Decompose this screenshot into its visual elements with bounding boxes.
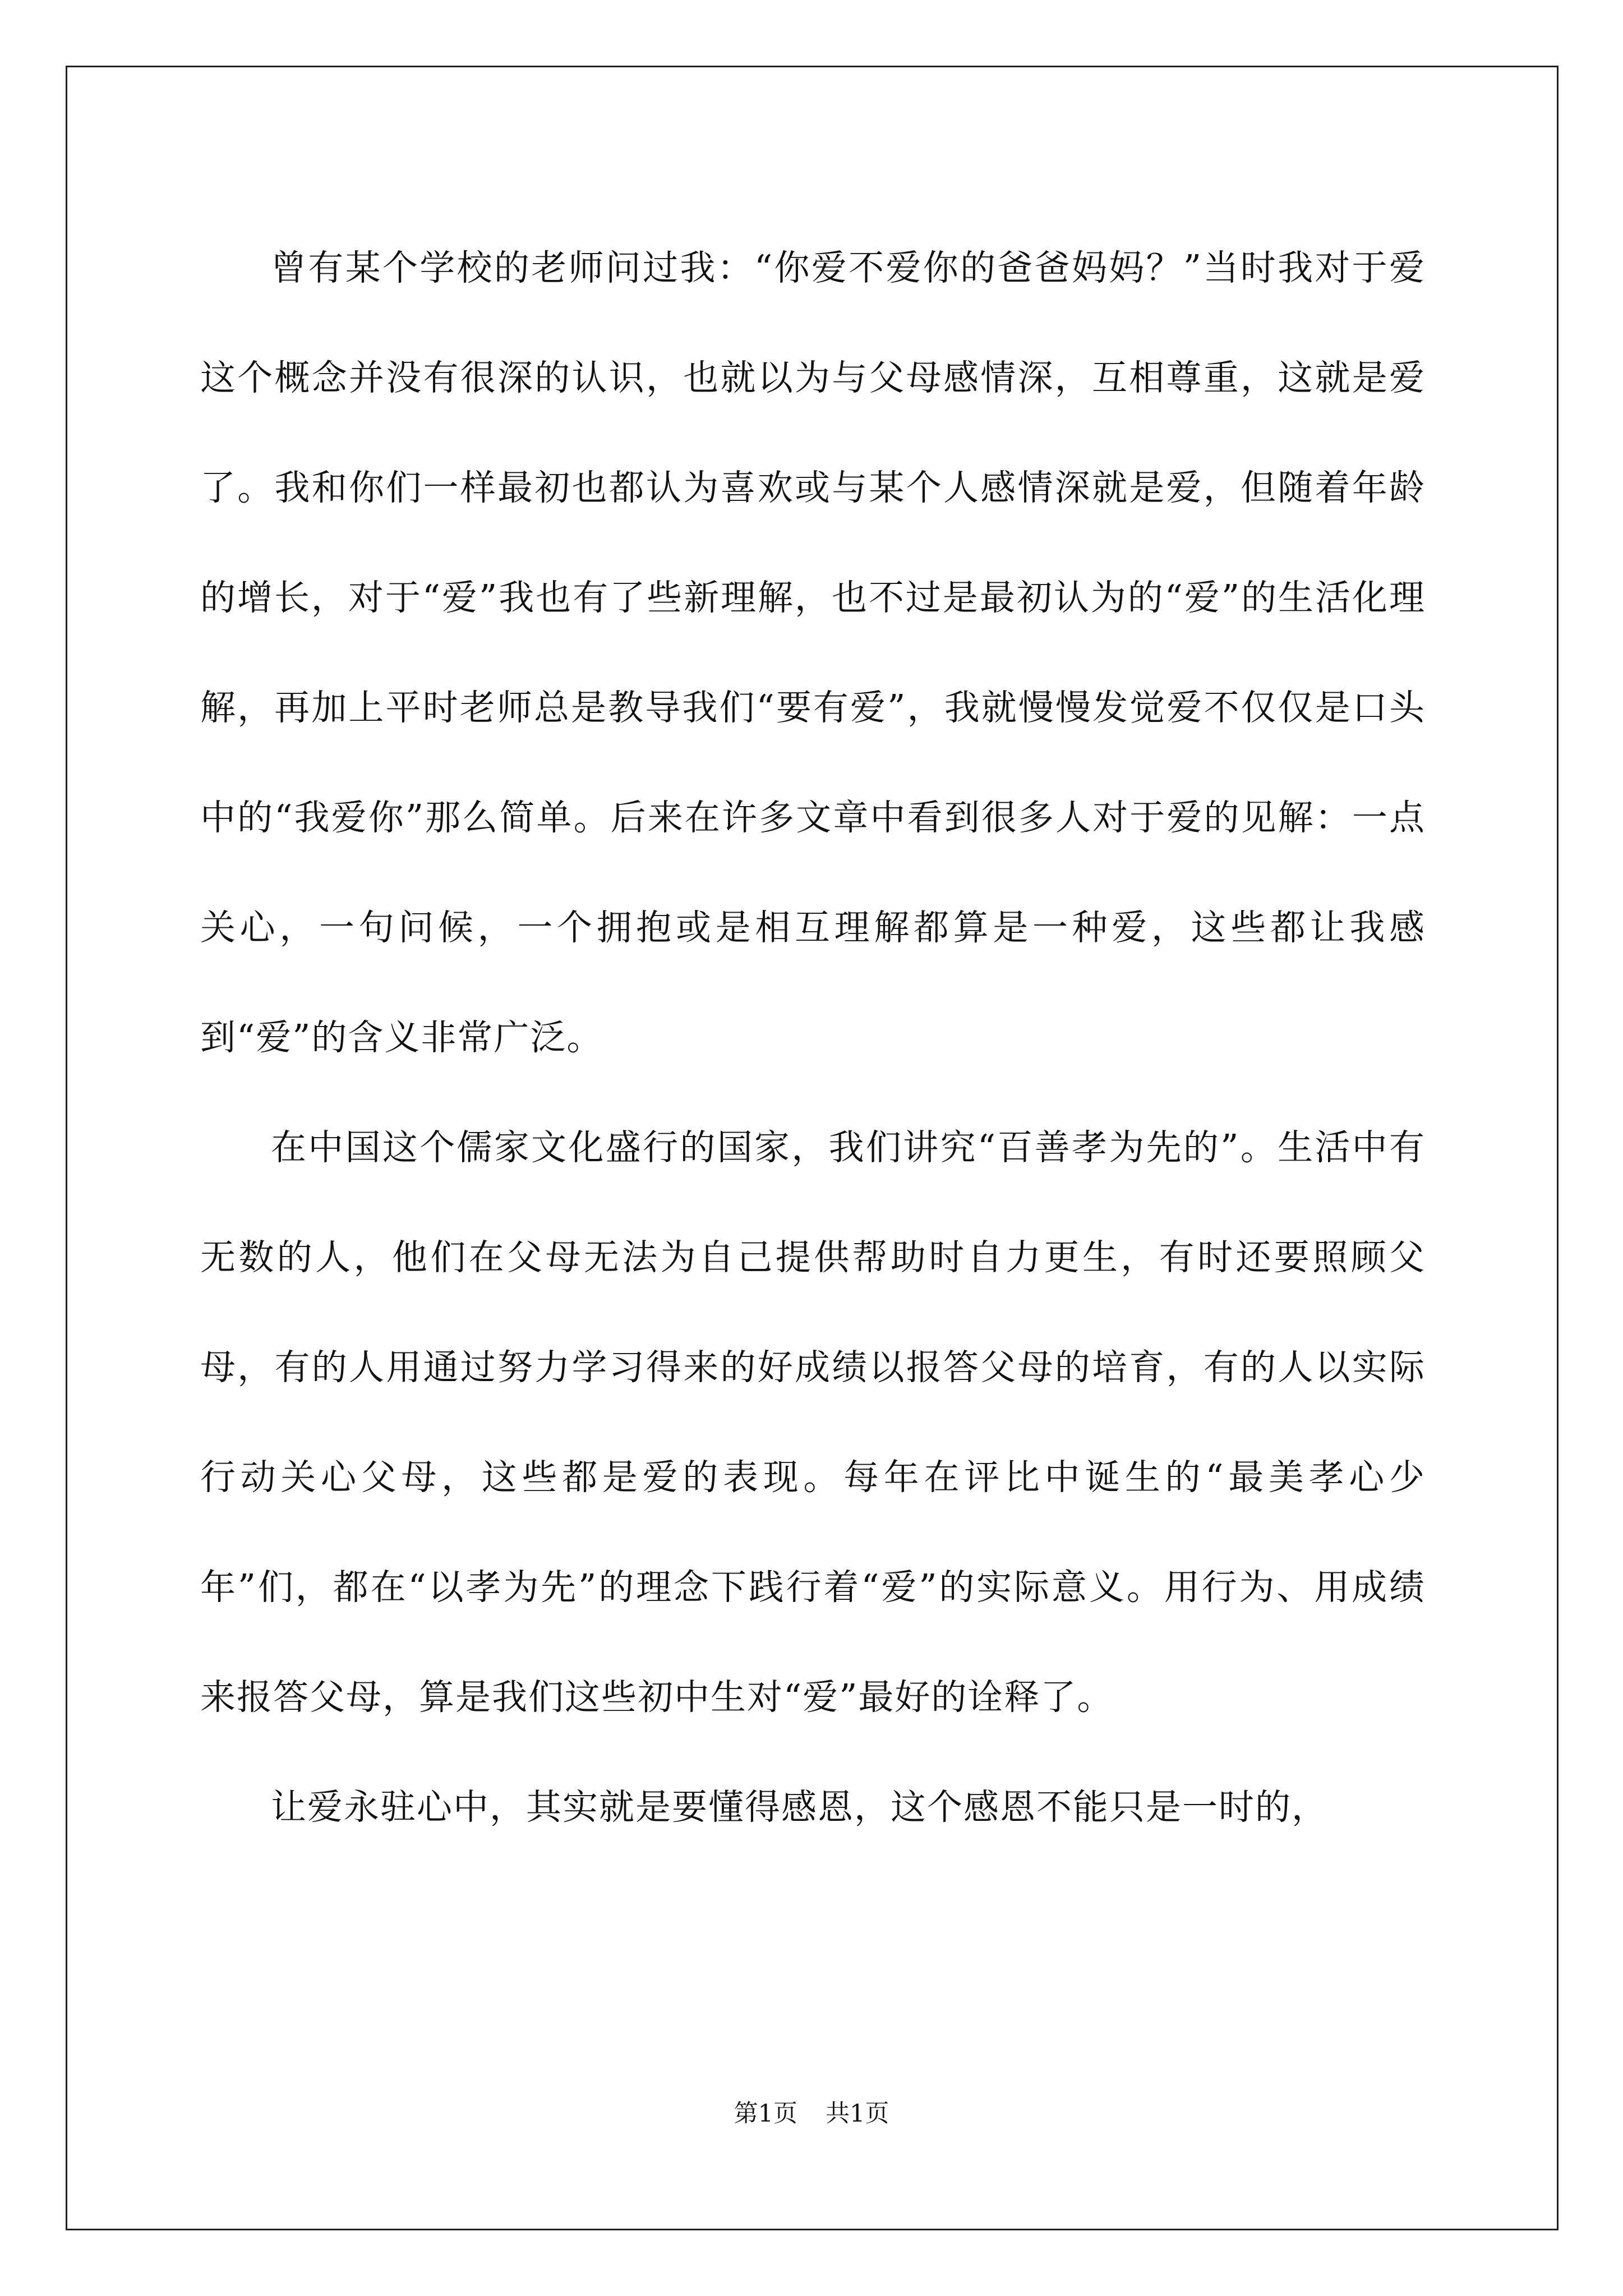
page-total: 共1页: [826, 2100, 889, 2128]
paragraph-3: 让爱永驻心中，其实就是要懂得感恩，这个感恩不能只是一时的，: [271, 1787, 1328, 1828]
paragraph-2: 在中国这个儒家文化盛行的国家，我们讲究“百善孝为先的”。生活中有无数的人，他们在父母无法为自己提供帮助时自力更生，有时还要照顾父母，有的人用通过努力学习得来的好成绩以报答父母的培育，有的人以实际行动关心父母，这些都是爱的表现。每年在评比中诞生的“最美孝心少年”们，都在“以孝为先”的理念下践行着“爱”的实际意义。用行为、用成绩来报答父母，算是我们这些初中生对“爱”最好的诠释了。: [200, 1127, 1426, 1718]
paragraph-1: 曾有某个学校的老师问过我：“你爱不爱你的爸爸妈妈？”当时我对于爱这个概念并没有很深的认识，也就以为与父母感情深，互相尊重，这就是爱了。我和你们一样最初也都认为喜欢或与某个人感情深就是爱，但随着年龄的增长，对于“爱”我也有了些新理解，也不过是最初认为的“爱”的生活化理解，再加上平时老师总是教导我们“要有爱”，我就慢慢发觉爱不仅仅是口头中的“我爱你”那么简单。后来在许多文章中看到很多人对于爱的见解：一点关心，一句问候，一个拥抱或是相互理解都算是一种爱，这些都让我感到“爱”的含义非常广泛。: [200, 247, 1426, 1058]
document-body: [200, 213, 1426, 1862]
page-number: 第1页: [734, 2100, 797, 2128]
page-footer: [0, 2097, 1623, 2131]
